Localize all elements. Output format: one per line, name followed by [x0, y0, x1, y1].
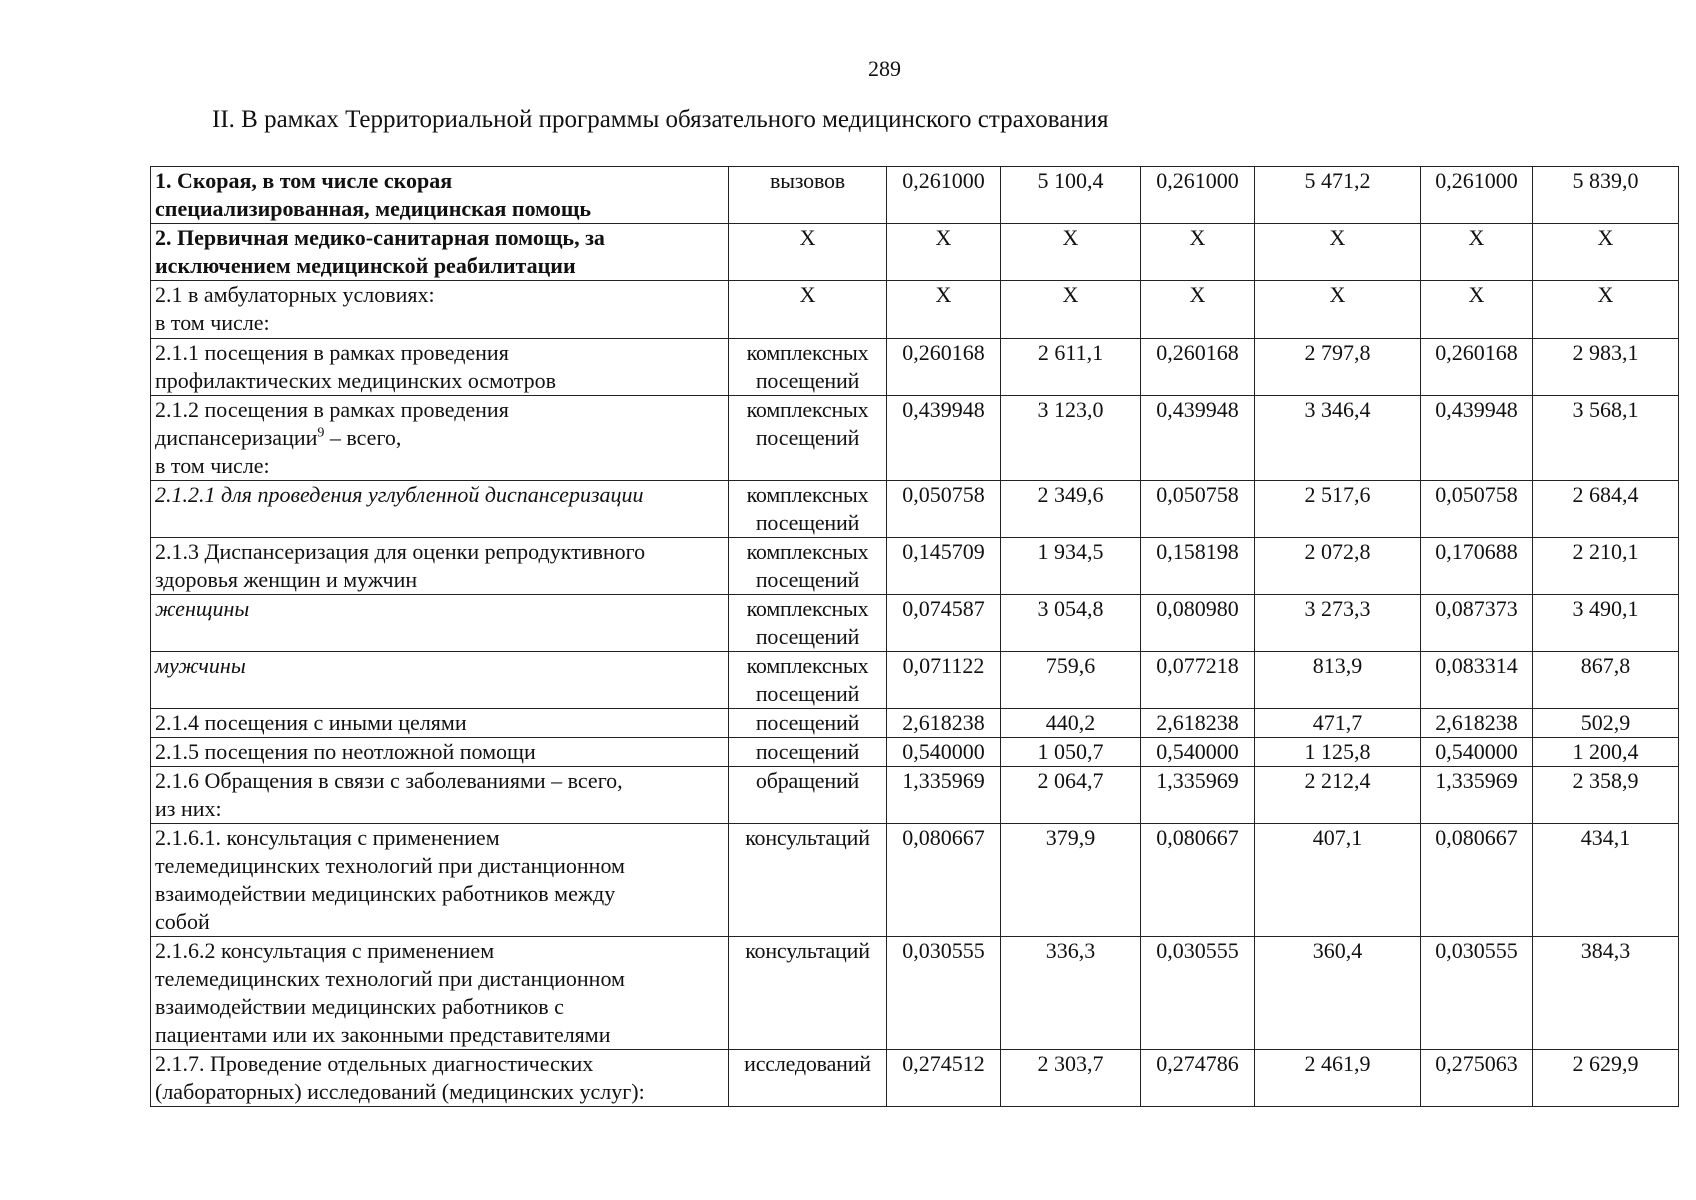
cost-2025-cell: X — [1255, 224, 1421, 281]
volume-2026-cell: 0,275063 — [1421, 1050, 1533, 1107]
unit-cell — [729, 167, 887, 224]
cost-2025-cell: 2 212,4 — [1255, 767, 1421, 824]
unit-cell — [729, 1050, 887, 1107]
cost-2024-cell: 1 050,7 — [1001, 738, 1141, 767]
volume-2025-cell: 0,260168 — [1141, 339, 1255, 396]
cost-2024-cell: X — [1001, 281, 1141, 339]
volume-2025-cell: 1,335969 — [1141, 767, 1255, 824]
volume-2026-cell: 0,050758 — [1421, 481, 1533, 538]
row-name-line: 2.1.5 посещения по неотложной помощи — [155, 739, 536, 764]
unit-cell — [729, 738, 887, 767]
cost-2026-cell: 2 684,4 — [1533, 481, 1679, 538]
cost-2024-cell: 2 611,1 — [1001, 339, 1141, 396]
table-row — [151, 538, 1679, 595]
row-name-line: 2.1.4 посещения с иными целями — [155, 710, 467, 735]
row-name-line: женщины — [155, 596, 250, 621]
cost-2025-cell: 2 072,8 — [1255, 538, 1421, 595]
volume-2025-cell: 0,439948 — [1141, 396, 1255, 481]
volume-2024-cell: 0,540000 — [887, 738, 1001, 767]
row-name-cell — [151, 167, 729, 224]
row-name-cell — [151, 1050, 729, 1107]
volume-2024-cell: 0,274512 — [887, 1050, 1001, 1107]
row-name-line: мужчины — [155, 653, 246, 678]
unit-cell — [729, 339, 887, 396]
volume-2024-cell: X — [887, 281, 1001, 339]
volume-2026-cell: 0,087373 — [1421, 595, 1533, 652]
row-name-line: 2.1 в амбулаторных условиях: — [155, 282, 435, 307]
row-name-cell — [151, 595, 729, 652]
row-name-line: диспансеризации$^9$ – всего, — [155, 425, 402, 450]
cost-2024-cell: 440,2 — [1001, 709, 1141, 738]
row-name-line: взаимодействии медицинских работников с — [155, 994, 564, 1019]
cost-2025-cell: 407,1 — [1255, 824, 1421, 937]
cost-2025-cell: 813,9 — [1255, 652, 1421, 709]
table-row — [151, 167, 1679, 224]
row-name-line: 2.1.6.1. консультация с применением — [155, 825, 500, 850]
volume-2024-cell: 0,030555 — [887, 937, 1001, 1050]
unit-line: X — [799, 282, 816, 307]
row-name-cell — [151, 396, 729, 481]
unit-cell — [729, 538, 887, 595]
unit-cell — [729, 767, 887, 824]
cost-2026-cell: X — [1533, 224, 1679, 281]
volume-2025-cell: 0,274786 — [1141, 1050, 1255, 1107]
table-row — [151, 738, 1679, 767]
volume-2026-cell: 0,439948 — [1421, 396, 1533, 481]
row-name-line: исключением медицинской реабилитации — [155, 253, 576, 278]
volume-2024-cell: 0,050758 — [887, 481, 1001, 538]
cost-2024-cell: 2 064,7 — [1001, 767, 1141, 824]
unit-line: посещений — [755, 567, 860, 592]
cost-2026-cell: 2 629,9 — [1533, 1050, 1679, 1107]
unit-line: обращений — [755, 768, 860, 793]
table-row — [151, 339, 1679, 396]
unit-cell — [729, 595, 887, 652]
unit-line: комплексных — [746, 397, 869, 422]
table-row — [151, 709, 1679, 738]
row-name-cell — [151, 824, 729, 937]
unit-line: консультаций — [745, 938, 870, 963]
cost-2024-cell: X — [1001, 224, 1141, 281]
cost-2024-cell: 5 100,4 — [1001, 167, 1141, 224]
unit-line: комплексных — [746, 539, 869, 564]
row-name-line: (лабораторных) исследований (медицинских услуг): — [155, 1079, 645, 1104]
row-name-line: профилактических медицинских осмотров — [155, 368, 557, 393]
volume-2026-cell: 0,540000 — [1421, 738, 1533, 767]
cost-2025-cell: 2 461,9 — [1255, 1050, 1421, 1107]
volume-2025-cell: 2,618238 — [1141, 709, 1255, 738]
volume-2026-cell: 0,170688 — [1421, 538, 1533, 595]
cost-2026-cell: 1 200,4 — [1533, 738, 1679, 767]
row-name-line: в том числе: — [155, 310, 270, 335]
cost-2025-cell: 3 346,4 — [1255, 396, 1421, 481]
row-name-cell — [151, 767, 729, 824]
cost-2026-cell: 867,8 — [1533, 652, 1679, 709]
table-row — [151, 396, 1679, 481]
row-name-line: 2.1.6.2 консультация с применением — [155, 938, 495, 963]
unit-cell — [729, 824, 887, 937]
unit-line: исследований — [744, 1051, 871, 1076]
cost-2025-cell: 2 797,8 — [1255, 339, 1421, 396]
table-row — [151, 224, 1679, 281]
row-name-line: телемедицинских технологий при дистанционном — [155, 966, 625, 991]
row-name-line: телемедицинских технологий при дистанционном — [155, 853, 625, 878]
table-row — [151, 481, 1679, 538]
volume-2024-cell: 2,618238 — [887, 709, 1001, 738]
section-heading: II. В рамках Территориальной программы обязательного медицинского страхования — [212, 106, 1109, 133]
row-name-line: взаимодействии медицинских работников между — [155, 881, 616, 906]
volume-2025-cell: 0,261000 — [1141, 167, 1255, 224]
volumes-table — [150, 166, 1679, 1107]
row-name-line: пациентами или их законными представителями — [155, 1022, 611, 1047]
unit-line: комплексных — [746, 653, 869, 678]
row-name-cell — [151, 281, 729, 339]
volume-2024-cell: 0,080667 — [887, 824, 1001, 937]
cost-2026-cell: 3 568,1 — [1533, 396, 1679, 481]
row-name-line: 2. Первичная медико-санитарная помощь, за — [155, 225, 605, 250]
unit-line: X — [799, 225, 816, 250]
cost-2024-cell: 336,3 — [1001, 937, 1141, 1050]
volume-2026-cell: 1,335969 — [1421, 767, 1533, 824]
unit-cell — [729, 937, 887, 1050]
unit-cell — [729, 224, 887, 281]
row-name-line: собой — [155, 909, 210, 934]
row-name-cell — [151, 224, 729, 281]
cost-2026-cell: 5 839,0 — [1533, 167, 1679, 224]
unit-line: комплексных — [746, 340, 869, 365]
volume-2026-cell: 2,618238 — [1421, 709, 1533, 738]
table-row — [151, 281, 1679, 339]
row-name-cell — [151, 339, 729, 396]
volume-2026-cell: 0,261000 — [1421, 167, 1533, 224]
volume-2025-cell: 0,158198 — [1141, 538, 1255, 595]
volume-2026-cell: 0,260168 — [1421, 339, 1533, 396]
cost-2025-cell: 5 471,2 — [1255, 167, 1421, 224]
volume-2024-cell: 0,261000 — [887, 167, 1001, 224]
row-name-cell — [151, 538, 729, 595]
volume-2026-cell: 0,083314 — [1421, 652, 1533, 709]
row-name-line: 2.1.7. Проведение отдельных диагностических — [155, 1051, 594, 1076]
cost-2026-cell: 3 490,1 — [1533, 595, 1679, 652]
row-name-line: в том числе: — [155, 453, 270, 478]
volume-2024-cell: 0,260168 — [887, 339, 1001, 396]
volume-2026-cell: X — [1421, 281, 1533, 339]
row-name-line: специализированная, медицинская помощь — [155, 196, 592, 221]
cost-2024-cell: 3 123,0 — [1001, 396, 1141, 481]
row-name-cell — [151, 652, 729, 709]
unit-line: посещений — [755, 368, 860, 393]
page-number: 289 — [868, 56, 901, 81]
table-row — [151, 1050, 1679, 1107]
row-name-line: 2.1.1 посещения в рамках проведения — [155, 340, 509, 365]
volume-2024-cell: X — [887, 224, 1001, 281]
volume-2026-cell: X — [1421, 224, 1533, 281]
cost-2024-cell: 2 303,7 — [1001, 1050, 1141, 1107]
volume-2025-cell: 0,030555 — [1141, 937, 1255, 1050]
table-row — [151, 652, 1679, 709]
table-row — [151, 595, 1679, 652]
unit-line: комплексных — [746, 482, 869, 507]
footnote-marker: 9 — [317, 425, 325, 441]
cost-2024-cell: 379,9 — [1001, 824, 1141, 937]
volume-2025-cell: 0,080667 — [1141, 824, 1255, 937]
volume-2024-cell: 0,439948 — [887, 396, 1001, 481]
unit-line: вызовов — [770, 168, 845, 193]
unit-line: посещений — [755, 624, 860, 649]
volume-2025-cell: X — [1141, 224, 1255, 281]
unit-line: посещений — [755, 425, 860, 450]
row-name-line: здоровья женщин и мужчин — [155, 567, 418, 592]
volume-2024-cell: 1,335969 — [887, 767, 1001, 824]
cost-2026-cell: 502,9 — [1533, 709, 1679, 738]
volume-2026-cell: 0,030555 — [1421, 937, 1533, 1050]
unit-line: посещений — [755, 710, 860, 735]
unit-line: консультаций — [745, 825, 870, 850]
row-name-line: 2.1.2 посещения в рамках проведения — [155, 397, 509, 422]
unit-cell — [729, 281, 887, 339]
table-row — [151, 824, 1679, 937]
unit-cell — [729, 709, 887, 738]
row-name-line: 2.1.6 Обращения в связи с заболеваниями – всего, — [155, 768, 623, 793]
cost-2024-cell: 3 054,8 — [1001, 595, 1141, 652]
volume-2025-cell: X — [1141, 281, 1255, 339]
cost-2026-cell: 384,3 — [1533, 937, 1679, 1050]
volume-2025-cell: 0,540000 — [1141, 738, 1255, 767]
cost-2024-cell: 2 349,6 — [1001, 481, 1141, 538]
cost-2026-cell: 2 210,1 — [1533, 538, 1679, 595]
cost-2026-cell: 2 358,9 — [1533, 767, 1679, 824]
cost-2025-cell: 1 125,8 — [1255, 738, 1421, 767]
cost-2024-cell: 759,6 — [1001, 652, 1141, 709]
cost-2025-cell: 360,4 — [1255, 937, 1421, 1050]
unit-line: комплексных — [746, 596, 869, 621]
row-name-cell — [151, 738, 729, 767]
volume-2025-cell: 0,080980 — [1141, 595, 1255, 652]
row-name-line: 2.1.2.1 для проведения углубленной диспансеризации — [155, 482, 644, 507]
unit-line: посещений — [755, 510, 860, 535]
volume-2024-cell: 0,145709 — [887, 538, 1001, 595]
cost-2025-cell: X — [1255, 281, 1421, 339]
row-name-line: из них: — [155, 796, 222, 821]
unit-cell — [729, 652, 887, 709]
unit-cell — [729, 396, 887, 481]
cost-2026-cell: 434,1 — [1533, 824, 1679, 937]
unit-line: посещений — [755, 681, 860, 706]
cost-2025-cell: 3 273,3 — [1255, 595, 1421, 652]
cost-2025-cell: 471,7 — [1255, 709, 1421, 738]
unit-cell — [729, 481, 887, 538]
volume-2024-cell: 0,074587 — [887, 595, 1001, 652]
row-name-cell — [151, 709, 729, 738]
row-name-cell — [151, 937, 729, 1050]
volume-2026-cell: 0,080667 — [1421, 824, 1533, 937]
cost-2024-cell: 1 934,5 — [1001, 538, 1141, 595]
volume-2024-cell: 0,071122 — [887, 652, 1001, 709]
table-row — [151, 767, 1679, 824]
row-name-line: 1. Скорая, в том числе скорая — [155, 168, 453, 193]
cost-2026-cell: X — [1533, 281, 1679, 339]
table-row — [151, 937, 1679, 1050]
cost-2026-cell: 2 983,1 — [1533, 339, 1679, 396]
row-name-line: 2.1.3 Диспансеризация для оценки репродуктивного — [155, 539, 646, 564]
volume-2025-cell: 0,077218 — [1141, 652, 1255, 709]
unit-line: посещений — [755, 739, 860, 764]
volume-2025-cell: 0,050758 — [1141, 481, 1255, 538]
row-name-cell — [151, 481, 729, 538]
cost-2025-cell: 2 517,6 — [1255, 481, 1421, 538]
